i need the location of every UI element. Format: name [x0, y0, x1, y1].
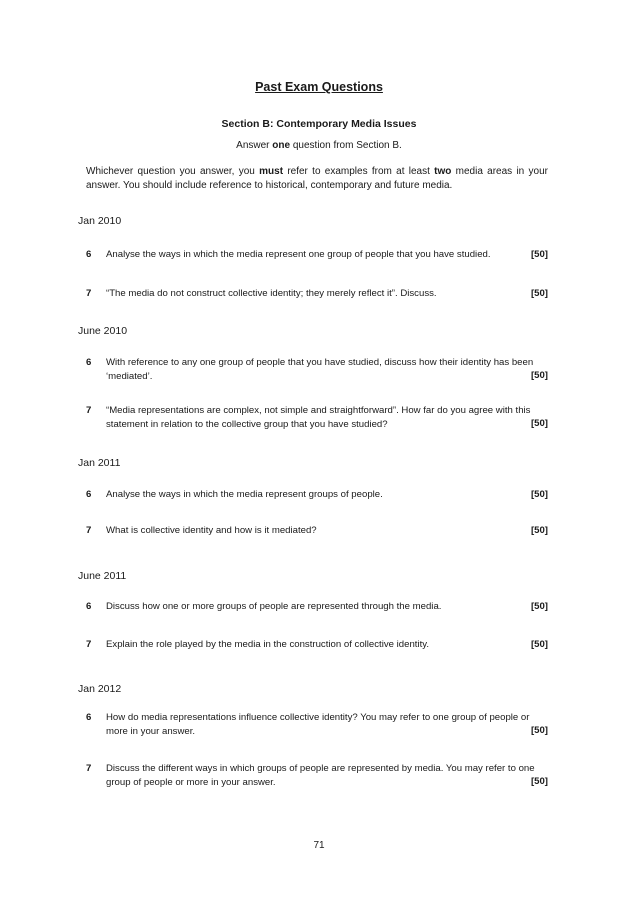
- question-marks: [50]: [530, 601, 548, 612]
- instr-two: two: [434, 166, 452, 177]
- question-item: [86, 638, 548, 652]
- question-marks: [50]: [530, 249, 548, 260]
- question-marks: [50]: [530, 288, 548, 299]
- session-label: Jan 2012: [78, 683, 122, 695]
- question-marks: [50]: [530, 489, 548, 500]
- session-label: June 2010: [78, 325, 128, 337]
- question-number: 7: [86, 763, 92, 774]
- question-item: [86, 488, 548, 502]
- question-number: 6: [86, 357, 92, 368]
- question-text: Discuss the different ways in which groups of people are represented by media. You may refer to one group of people or more in your answer.: [106, 763, 535, 788]
- question-marks: [50]: [530, 639, 548, 650]
- answer-post: question from Section B.: [290, 140, 402, 151]
- question-marks: [50]: [530, 418, 548, 429]
- question-marks: [50]: [530, 525, 548, 536]
- question-number: 6: [86, 712, 92, 723]
- question-item: [86, 762, 548, 790]
- instr-part-1: Whichever question you answer, you: [86, 166, 260, 177]
- question-item: [86, 711, 548, 739]
- question-text: How do media representations influence collective identity? You may refer to one group of people or more in your answer.: [106, 712, 530, 737]
- instr-part-3: media areas in your answer. You should include reference to historical, contemporary and future media.: [86, 166, 548, 191]
- general-instructions: [86, 165, 548, 193]
- session-label: June 2011: [78, 570, 127, 582]
- question-number: 7: [86, 405, 92, 416]
- question-text: Analyse the ways in which the media represent groups of people.: [106, 489, 383, 500]
- answer-instruction: [0, 140, 638, 151]
- page-number: 71: [313, 840, 325, 851]
- question-number: 7: [86, 525, 92, 536]
- question-item: [86, 600, 548, 614]
- question-number: 6: [86, 489, 92, 500]
- question-text: What is collective identity and how is it mediated?: [106, 525, 317, 536]
- question-text: Explain the role played by the media in the construction of collective identity.: [106, 639, 429, 650]
- instr-must: must: [259, 166, 284, 177]
- question-marks: [50]: [530, 370, 548, 381]
- question-marks: [50]: [530, 776, 548, 787]
- session-label: Jan 2010: [78, 215, 122, 227]
- question-item: [86, 287, 548, 301]
- question-item: [86, 524, 548, 538]
- question-marks: [50]: [530, 725, 548, 736]
- question-item: [86, 248, 548, 262]
- question-text: “Media representations are complex, not simple and straightforward”. How far do you agree with this statement in relation to the collective group that you have studied?: [106, 405, 531, 430]
- question-text: Discuss how one or more groups of people are represented through the media.: [106, 601, 442, 612]
- question-number: 7: [86, 288, 92, 299]
- question-number: 6: [86, 601, 92, 612]
- answer-bold: one: [272, 140, 291, 151]
- question-number: 6: [86, 249, 92, 260]
- question-item: [86, 404, 548, 432]
- session-label: Jan 2011: [78, 457, 121, 469]
- question-item: [86, 356, 548, 384]
- question-number: 7: [86, 639, 92, 650]
- page-title: Past Exam Questions: [255, 80, 383, 94]
- question-text: With reference to any one group of people that you have studied, discuss how their identity has been ‘mediated’.: [106, 357, 534, 382]
- answer-pre: Answer: [236, 140, 273, 151]
- question-text: “The media do not construct collective identity; they merely reflect it”. Discuss.: [106, 288, 437, 299]
- instr-part-2: refer to examples from at least: [283, 166, 435, 177]
- section-heading: Section B: Contemporary Media Issues: [221, 118, 417, 130]
- question-text: Analyse the ways in which the media represent one group of people that you have studied.: [106, 249, 491, 260]
